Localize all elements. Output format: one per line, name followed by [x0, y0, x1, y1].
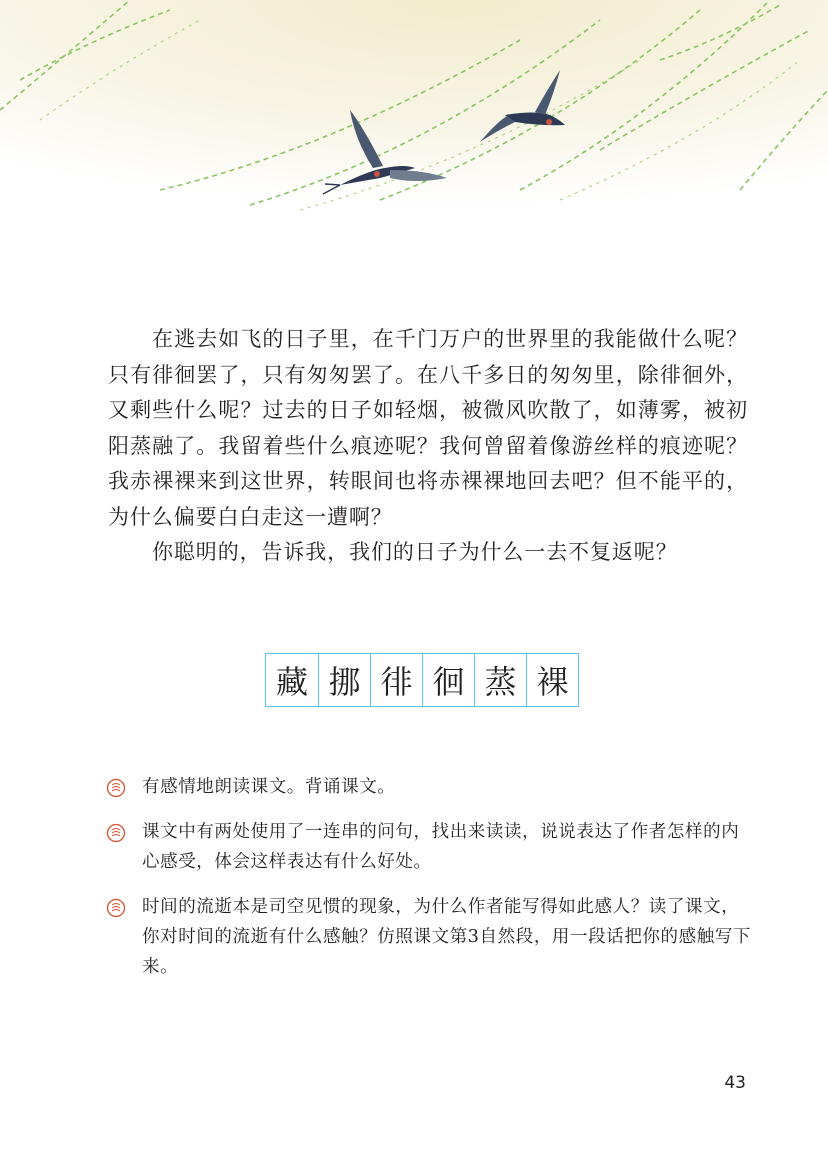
lesson-paragraph: 你聪明的，告诉我，我们的日子为什么一去不复返呢？ [152, 540, 678, 564]
exercise-text: 有感情地朗读课文。背诵课文。 [142, 777, 396, 797]
character-cell: 藏 [275, 663, 308, 701]
exercise-item [106, 772, 756, 802]
exercise-list [106, 772, 756, 997]
lesson-paragraph: 在逃去如飞的日子里，在千门万户的世界里的我能做什么呢？只有徘徊罢了，只有匆匆罢了。在八千多日的匆匆里，除徘徊外，又剩些什么呢？过去的日子如轻烟，被微风吹散了，如薄雾，被初阳蒸融了。我留着些什么痕迹呢？我何曾留着像游丝样的痕迹呢？我赤裸裸来到这世界，转眼间也将赤裸裸地回去吧？但不能平的，为什么偏要白白走这一遭啊？ [108, 327, 748, 529]
character-cell: 裸 [526, 654, 578, 706]
willow-swallows-illustration [0, 0, 828, 230]
exercise-bullet-icon [106, 778, 126, 798]
new-character-grid [265, 653, 579, 707]
character-cell: 蒸 [474, 654, 526, 706]
exercise-bullet-icon [106, 898, 126, 918]
character-cell: 挪 [318, 654, 370, 706]
page-number: 43 [724, 1073, 746, 1093]
exercise-text: 课文中有两处使用了一连串的问句，找出来读读，说说表达了作者怎样的内心感受，体会这样表达有什么好处。 [142, 822, 740, 872]
exercise-bullet-icon [106, 823, 126, 843]
character-cell: 徘 [370, 654, 422, 706]
character-cell: 徊 [422, 654, 474, 706]
exercise-item [106, 892, 756, 982]
lesson-text [108, 322, 748, 571]
exercise-text: 时间的流逝本是司空见惯的现象，为什么作者能写得如此感人？读了课文，你对时间的流逝有什么感触？仿照课文第3自然段，用一段话把你的感触写下来。 [142, 897, 752, 977]
exercise-item [106, 817, 756, 877]
